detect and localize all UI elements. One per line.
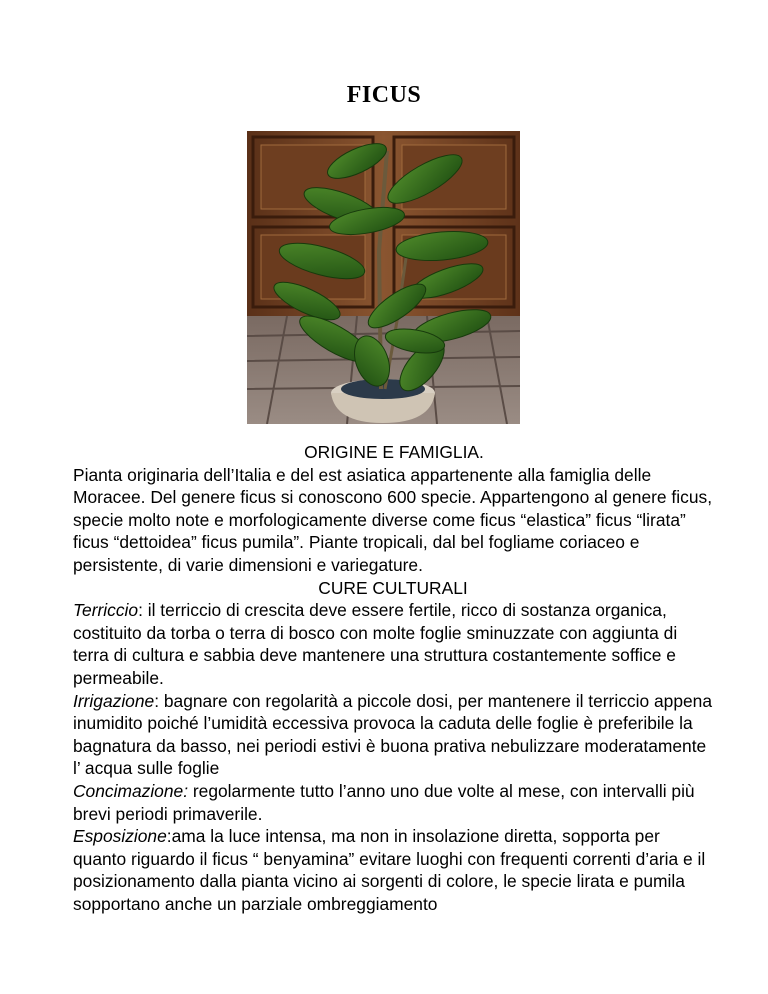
section-irrigazione: [73, 690, 713, 780]
section-text: regolarmente tutto l’anno uno due volte al mese, con intervalli più brevi periodi primaverile.: [73, 780, 695, 824]
section-text: il terriccio di crescita deve essere fertile, ricco di sostanza organica, costituito da torba o terra di bosco con molte foglie sminuzzate con aggiunta di terra di cultura e sabbia deve mantenere una struttura costantemente soffice e permeabile.: [73, 600, 678, 688]
section-separator: :: [166, 826, 172, 847]
origin-paragraph: Pianta originaria dell’Italia e del est asiatica appartenente alla famiglia delle Moracee. Del genere ficus si conoscono 600 specie. Appartengono al genere ficus, specie molto note e morfologicamente diverse come ficus “elastica” ficus “lirata” ficus “dettoidea” ficus pumila”. Piante tropicali, dal bel fogliame coriaceo e persistente, di varie dimensioni e variegature.: [73, 464, 713, 575]
section-label: Concimazione:: [73, 780, 189, 801]
ficus-plant-photo: [247, 131, 520, 424]
section-text: ama la luce intensa, ma non in insolazione diretta, sopporta per quanto riguardo il ficus “ benyamina” evitare luoghi con frequenti correnti d’aria e il posizionamento dalla pianta vicino ai sorgenti di colore, le specie lirata e pumila sopportano anche un parziale ombreggiamento: [73, 826, 706, 914]
document-body: [73, 441, 713, 915]
section-label: Terriccio: [73, 600, 139, 621]
section-separator: :: [154, 690, 164, 711]
origin-heading: ORIGINE E FAMIGLIA.: [304, 442, 484, 462]
document-title: FICUS: [346, 82, 422, 108]
section-concimazione: [73, 780, 713, 825]
section-terriccio: [73, 599, 713, 689]
section-separator: :: [138, 600, 148, 621]
section-esposizione: [73, 825, 713, 915]
section-label: Esposizione: [73, 826, 167, 847]
section-text: bagnare con regolarità a piccole dosi, per mantenere il terriccio appena inumidito poiché l’umidità eccessiva provoca la caduta delle foglie è preferibile la bagnatura da basso, nei periodi estivi è buona prativa nebulizzare moderatamente l’ acqua sulle foglie: [73, 690, 713, 779]
care-heading: CURE CULTURALI: [318, 577, 468, 598]
section-label: Irrigazione: [73, 690, 155, 711]
